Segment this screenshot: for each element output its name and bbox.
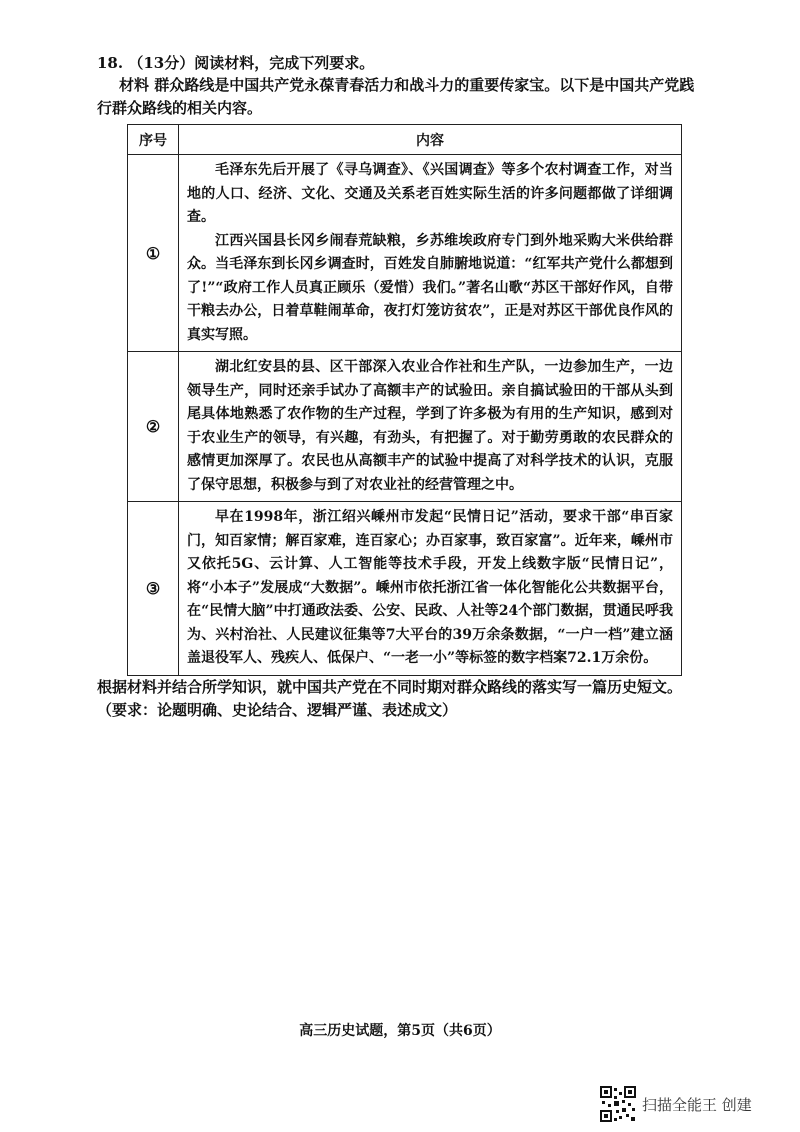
- question-score: （13分）: [128, 54, 195, 72]
- question-header: [97, 52, 374, 73]
- row-content: [179, 502, 682, 676]
- row-paragraph: 毛泽东先后开展了《寻乌调查》、《兴国调查》等多个农村调查工作，对当地的人口、经济、文化、交通及关系老百姓实际生活的许多问题都做了详细调查。: [187, 162, 673, 225]
- row-paragraph: 早在1998年，浙江绍兴嵊州市发起“民情日记”活动，要求干部“串百家门，知百家情；解百家难，连百家心；办百家事，致百家富”。近年来，嵊州市又依托5G、云计算、人工智能等技术手段，开发上线数字版“民情日记”，将“小本子”发展成“大数据”。嵊州市依托浙江省一体化智能化公共数据平台，在“民情大脑”中打通政法委、公安、民政、人社等24个部门数据，贯通民呼我为、兴村治社、人民建议征集等7大平台的39万余条数据，“一户一档”建立涵盖退役军人、残疾人、低保户、“一老一小”等标签的数字档案72.1万余份。: [187, 509, 673, 666]
- material-intro: 材料 群众路线是中国共产党永葆青春活力和战斗力的重要传家宝。以下是中国共产党践行群众路线的相关内容。: [97, 76, 695, 117]
- row-paragraph: 江西兴国县长冈乡闹春荒缺粮，乡苏维埃政府专门到外地采购大米供给群众。当毛泽东到长冈乡调查时，百姓发自肺腑地说道：“红军共产党什么都想到了!”“政府工作人员真正顾乐（爱惜）我们。”著名山歌“苏区干部好作风，自带干粮去办公，日着草鞋闹革命，夜打灯笼访贫农”，正是对苏区干部优良作风的真实写照。: [187, 232, 673, 343]
- watermark-text: 扫描全能王 创建: [642, 1095, 752, 1114]
- question-instruction: 阅读材料，完成下列要求。: [194, 54, 375, 72]
- table-row: [128, 155, 682, 352]
- task-section: [97, 676, 717, 722]
- row-number: ①: [128, 155, 179, 352]
- material-table: [127, 124, 682, 676]
- scanner-watermark: [600, 1086, 752, 1122]
- row-number: ②: [128, 352, 179, 502]
- header-number: 序号: [128, 125, 179, 155]
- qr-code-icon: [600, 1086, 636, 1122]
- header-content: 内容: [179, 125, 682, 155]
- table-row: [128, 502, 682, 676]
- row-paragraph: 湖北红安县的县、区干部深入农业合作社和生产队，一边参加生产，一边领导生产，同时还亲手试办了高额丰产的试验田。亲自搞试验田的干部从头到尾具体地熟悉了农作物的生产过程，学到了许多极为有用的生产知识，感到对于农业生产的领导，有兴趣，有劲头，有把握了。对于勤劳勇敢的农民群众的感情更加深厚了。农民也从高额丰产的试验中提高了对科学技术的认识，克服了保守思想，积极参与到了对农业社的经营管理之中。: [187, 359, 673, 493]
- row-content: [179, 352, 682, 502]
- row-number: ③: [128, 502, 179, 676]
- question-number: 18.: [97, 54, 124, 72]
- table-header-row: [128, 125, 682, 155]
- table-row: [128, 352, 682, 502]
- task-requirements: （要求：论题明确、史论结合、逻辑严谨、表述成文）: [97, 701, 458, 719]
- task-prompt: 根据材料并结合所学知识，就中国共产党在不同时期对群众路线的落实写一篇历史短文。: [97, 678, 683, 696]
- row-content: [179, 155, 682, 352]
- page-footer: 高三历史试题，第5页（共6页）: [299, 1023, 501, 1039]
